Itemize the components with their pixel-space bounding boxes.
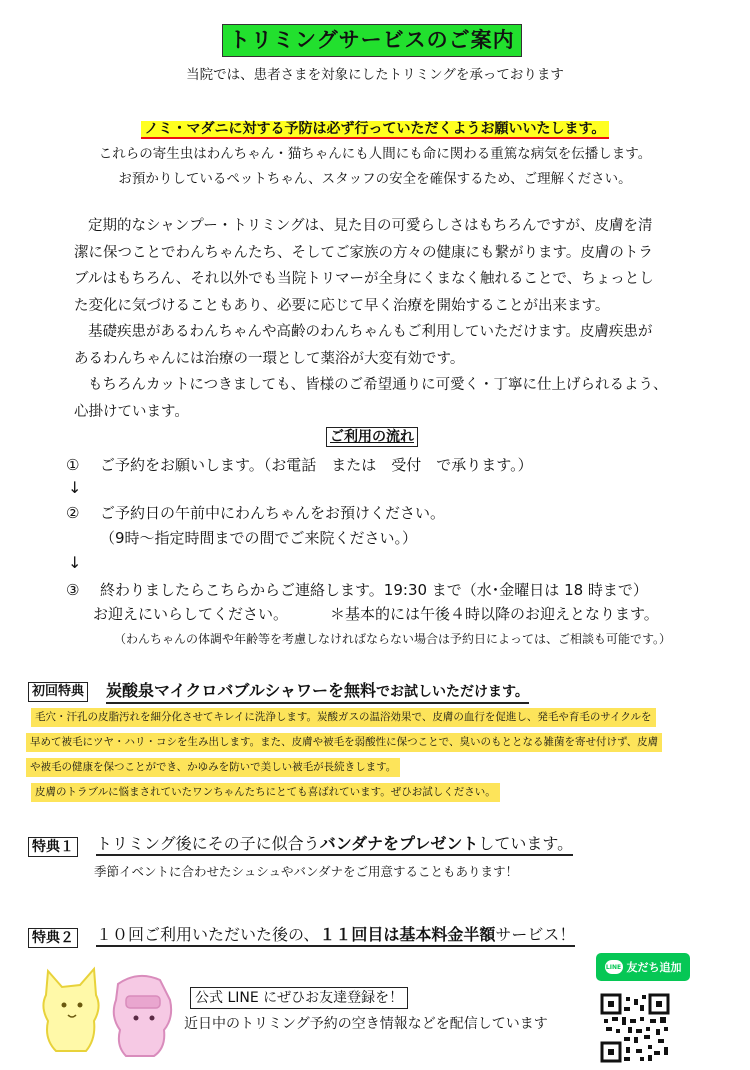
flow-step-2-number: ② (66, 504, 80, 522)
flow-step-2: ご予約日の午前中にわんちゃんをお預けください。 (100, 504, 446, 522)
line-add-friend-button[interactable] (596, 953, 690, 981)
flow-step-1-number: ① (66, 456, 80, 474)
perk1-pre: トリミング後にその子に似合う (96, 834, 320, 853)
line-section-sub: 近日中のトリミング予約の空き情報などを配信しています (184, 1016, 548, 1032)
yellow-dog-mascot-icon (36, 965, 106, 1057)
flow-step-3-b: お迎えにいらしてください。 (93, 605, 289, 623)
perk2-post: サービス！ (495, 925, 576, 944)
first-perk-line: 皮膚のトラブルに悩まされていたワンちゃんたちにとても喜ばれています。ぜひお試しください。 (31, 783, 500, 802)
notice-line-2: お預かりしているペットちゃん、スタッフの安全を確保するため、ご理解ください。 (118, 171, 632, 187)
first-perk-tag: 初回特典 (28, 682, 88, 702)
perk1-sub: 季節イベントに合わせたシュシュやバンダナをご用意することもあります！ (94, 864, 519, 879)
perk1-bold: バンダナをプレゼント (319, 834, 479, 853)
flow-heading: ご利用の流れ (326, 427, 418, 447)
body-line: もちろんカットにつきましても、皆様のご希望通りに可愛く・丁寧に仕上げられるよう、 (88, 377, 668, 393)
perk2-bold: １１回目は基本料金半額 (319, 925, 496, 944)
first-perk-line: 毛穴・汗孔の皮脂汚れを細分化させてキレイに洗浄します。炭酸ガスの温浴効果で、皮膚の血行を促進し、発毛や育毛のサイクルを (31, 708, 656, 727)
perk2-headline (96, 925, 575, 947)
body-line: あるわんちゃんには治療の一環として薬浴が大変有効です。 (74, 350, 465, 367)
perk1-post: しています。 (478, 834, 574, 853)
flow-step-3: 終わりましたらこちらからご連絡します。19:30 まで（水･金曜日は 18 時まで） (100, 581, 648, 599)
body-line: 定期的なシャンプー・トリミングは、見た目の可愛らしさはもちろんですが、皮膚を清 (88, 218, 653, 234)
perk1-tag: 特典１ (28, 837, 78, 857)
flow-step-1: ご予約をお願いします。（お電話 または 受付 で承ります。） (100, 456, 533, 474)
pink-dog-mascot-icon (108, 970, 178, 1060)
perk1-headline (96, 834, 573, 856)
first-perk-headline-main: 炭酸泉マイクロバブルシャワーを無料 (106, 681, 377, 700)
flow-step-2-sub: （9時～指定時間までの間でご来院ください。） (100, 529, 418, 547)
body-line: 潔に保つことでわんちゃんたち、そしてご家族の方々の健康にも繋がります。皮膚のトラ (74, 244, 653, 261)
first-perk-line: や被毛の健康を保つことができ、かゆみを防いで美しい被毛が長続きします。 (26, 758, 400, 777)
page-title: トリミングサービスのご案内 (222, 24, 522, 57)
intro-text: 当院では、患者さまを対象にしたトリミングを承っております (186, 67, 564, 83)
perk2-tag: 特典２ (28, 928, 78, 948)
perk2-pre: １０回ご利用いただいた後の、 (96, 925, 320, 944)
line-logo-icon: LINE (605, 960, 623, 974)
flow-arrow-1: ↓ (68, 478, 82, 497)
first-perk-headline (106, 681, 529, 704)
flow-arrow-2: ↓ (68, 553, 82, 572)
body-line: ブルはもちろん、それ以外でも当院トリマーが全身にくまなく触れることで、ちょっとし (74, 271, 654, 287)
flow-step-3-note: ＊基本的には午後４時以降のお迎えとなります。 (330, 605, 659, 623)
notice-highlight: ノミ・マダニに対する予防は必ず行っていただくようお願いいたします。 (141, 121, 610, 139)
first-perk-headline-rest: でお試しいただけます。 (376, 684, 529, 700)
qr-code-icon[interactable] (600, 993, 670, 1063)
line-add-friend-label: 友だち追加 (626, 961, 682, 974)
body-line: た変化に気づけることもあり、必要に応じて早く治療を開始することが出来ます。 (74, 297, 610, 314)
first-perk-line: 早めて被毛にツヤ・ハリ・コシを生み出します。また、皮膚や被毛を弱酸性に保つことで、臭いのもととなる雑菌を寄せ付けず、皮膚 (26, 733, 662, 752)
flow-step-3-number: ③ (66, 581, 80, 599)
body-line: 基礎疾患があるわんちゃんや高齢のわんちゃんもご利用していただけます。皮膚疾患が (88, 324, 653, 340)
notice-line-1: これらの寄生虫はわんちゃん・猫ちゃんにも人間にも命に関わる重篤な病気を伝播します。 (98, 146, 652, 162)
line-official-box: 公式 LINE にぜひお友達登録を！ (190, 987, 408, 1009)
body-line: 心掛けています。 (74, 403, 189, 420)
flow-step-3-sub: （わんちゃんの体調や年齢等を考慮しなければならない場合は予約日によっては、ご相談も可能です。） (114, 632, 672, 646)
body-text (74, 213, 694, 425)
notice-block (0, 118, 750, 138)
